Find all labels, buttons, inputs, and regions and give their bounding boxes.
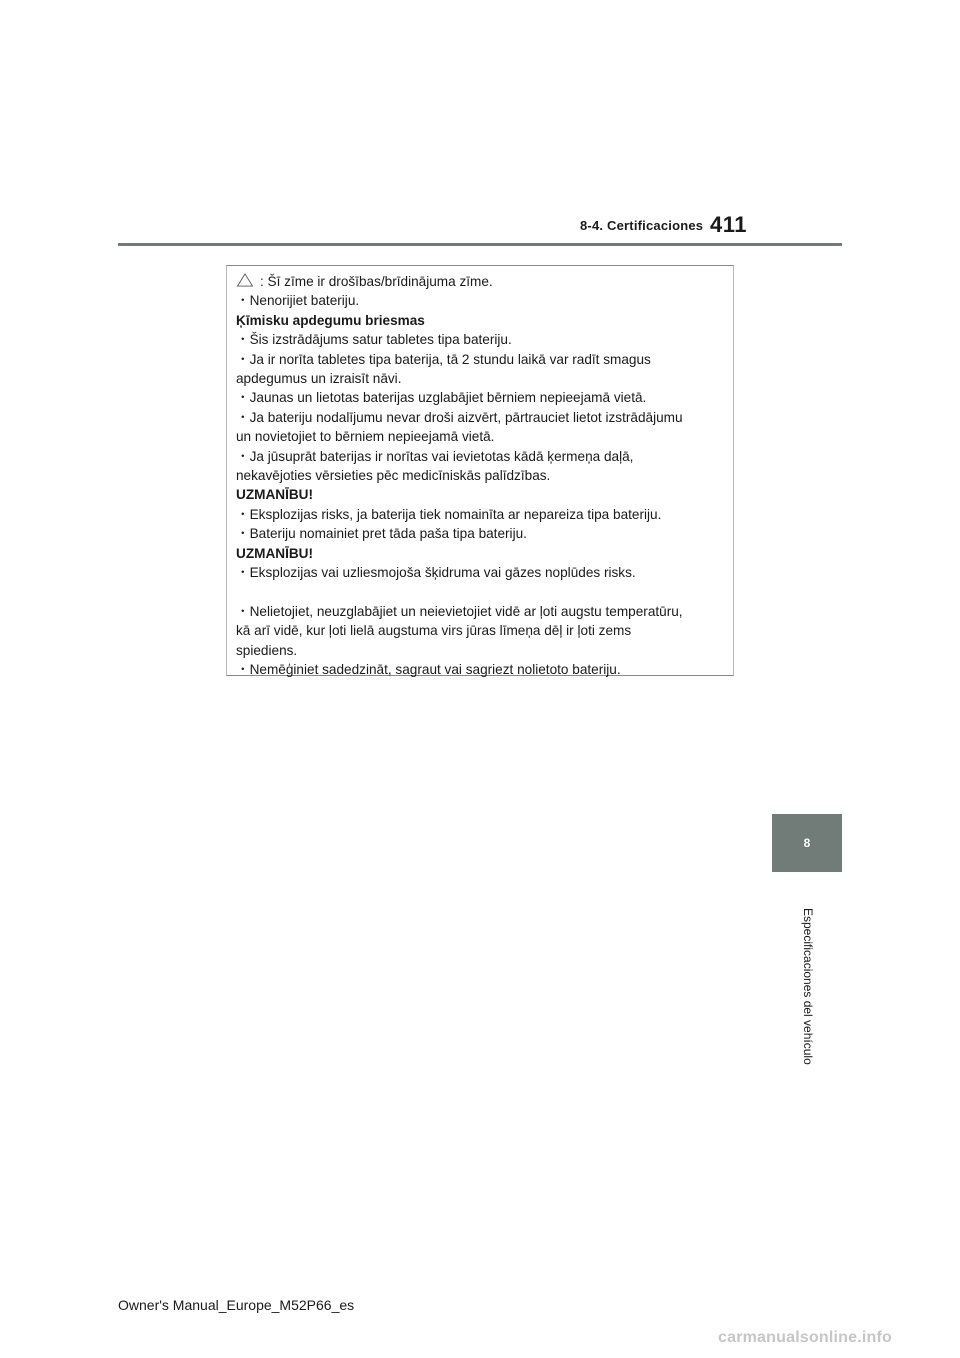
blank-line <box>236 583 725 602</box>
text-line: apdegumus un izraisīt nāvi. <box>236 371 402 387</box>
text-line: ・Šis izstrādājums satur tabletes tipa bateriju. <box>236 332 512 348</box>
text-line: nekavējoties vērsieties pēc medicīniskās palīdzības. <box>236 468 551 484</box>
manual-name: Owner's Manual_Europe_M52P66_es <box>118 1297 355 1313</box>
text-line: ・Nelietojiet, neuzglabājiet un neievietojiet vidē ar ļoti augstu temperatūru, <box>236 603 683 619</box>
warning-symbol-text: : Šī zīme ir drošības/brīdinājuma zīme. <box>260 274 493 289</box>
heading-caution: UZMANĪBU! <box>236 545 314 561</box>
page-number: 411 <box>710 212 747 237</box>
text-line: ・Nenorijiet bateriju. <box>236 293 360 309</box>
text-line: ・Ja ir norīta tabletes tipa baterija, tā 2 stundu laikā var radīt smagus <box>236 351 651 367</box>
text-line: kā arī vidē, kur ļoti lielā augstuma virs jūras līmeņa dēļ ir ļoti zems <box>236 623 632 639</box>
header-divider <box>118 243 842 246</box>
text-line: ・Bateriju nomainiet pret tāda paša tipa bateriju. <box>236 526 527 542</box>
warning-triangle-icon <box>236 273 254 287</box>
watermark: carmanualsonline.info <box>718 1329 893 1346</box>
text-line: ・Nemēģiniet sadedzināt, sagraut vai sagriezt nolietoto bateriju. <box>236 662 621 678</box>
heading-chemical-burns: Ķīmisku apdegumu briesmas <box>236 312 425 328</box>
battery-warning-box <box>226 265 734 676</box>
text-line: ・Eksplozijas risks, ja baterija tiek nomainīta ar nepareiza tipa bateriju. <box>236 506 662 522</box>
section-title: 8-4. Certificaciones <box>580 218 704 233</box>
chapter-title-vertical: Especificaciones del vehículo <box>801 908 815 1065</box>
text-line: un novietojiet to bērniem nepieejamā vietā. <box>236 429 495 445</box>
chapter-tab <box>772 814 842 872</box>
chapter-number: 8 <box>803 836 811 850</box>
text-line: ・Eksplozijas vai uzliesmojoša šķidruma vai gāzes noplūdes risks. <box>236 565 636 581</box>
heading-caution: UZMANĪBU! <box>236 487 314 503</box>
warning-symbol-line <box>236 272 725 291</box>
text-line: ・Jaunas un lietotas baterijas uzglabājiet bērniem nepieejamā vietā. <box>236 390 647 406</box>
text-line: spiediens. <box>236 642 298 658</box>
text-line: ・Ja jūsuprāt baterijas ir norītas vai ievietotas kādā ķermeņa daļā, <box>236 448 634 464</box>
text-line: ・Ja bateriju nodalījumu nevar droši aizvērt, pārtrauciet lietot izstrādājumu <box>236 409 683 425</box>
